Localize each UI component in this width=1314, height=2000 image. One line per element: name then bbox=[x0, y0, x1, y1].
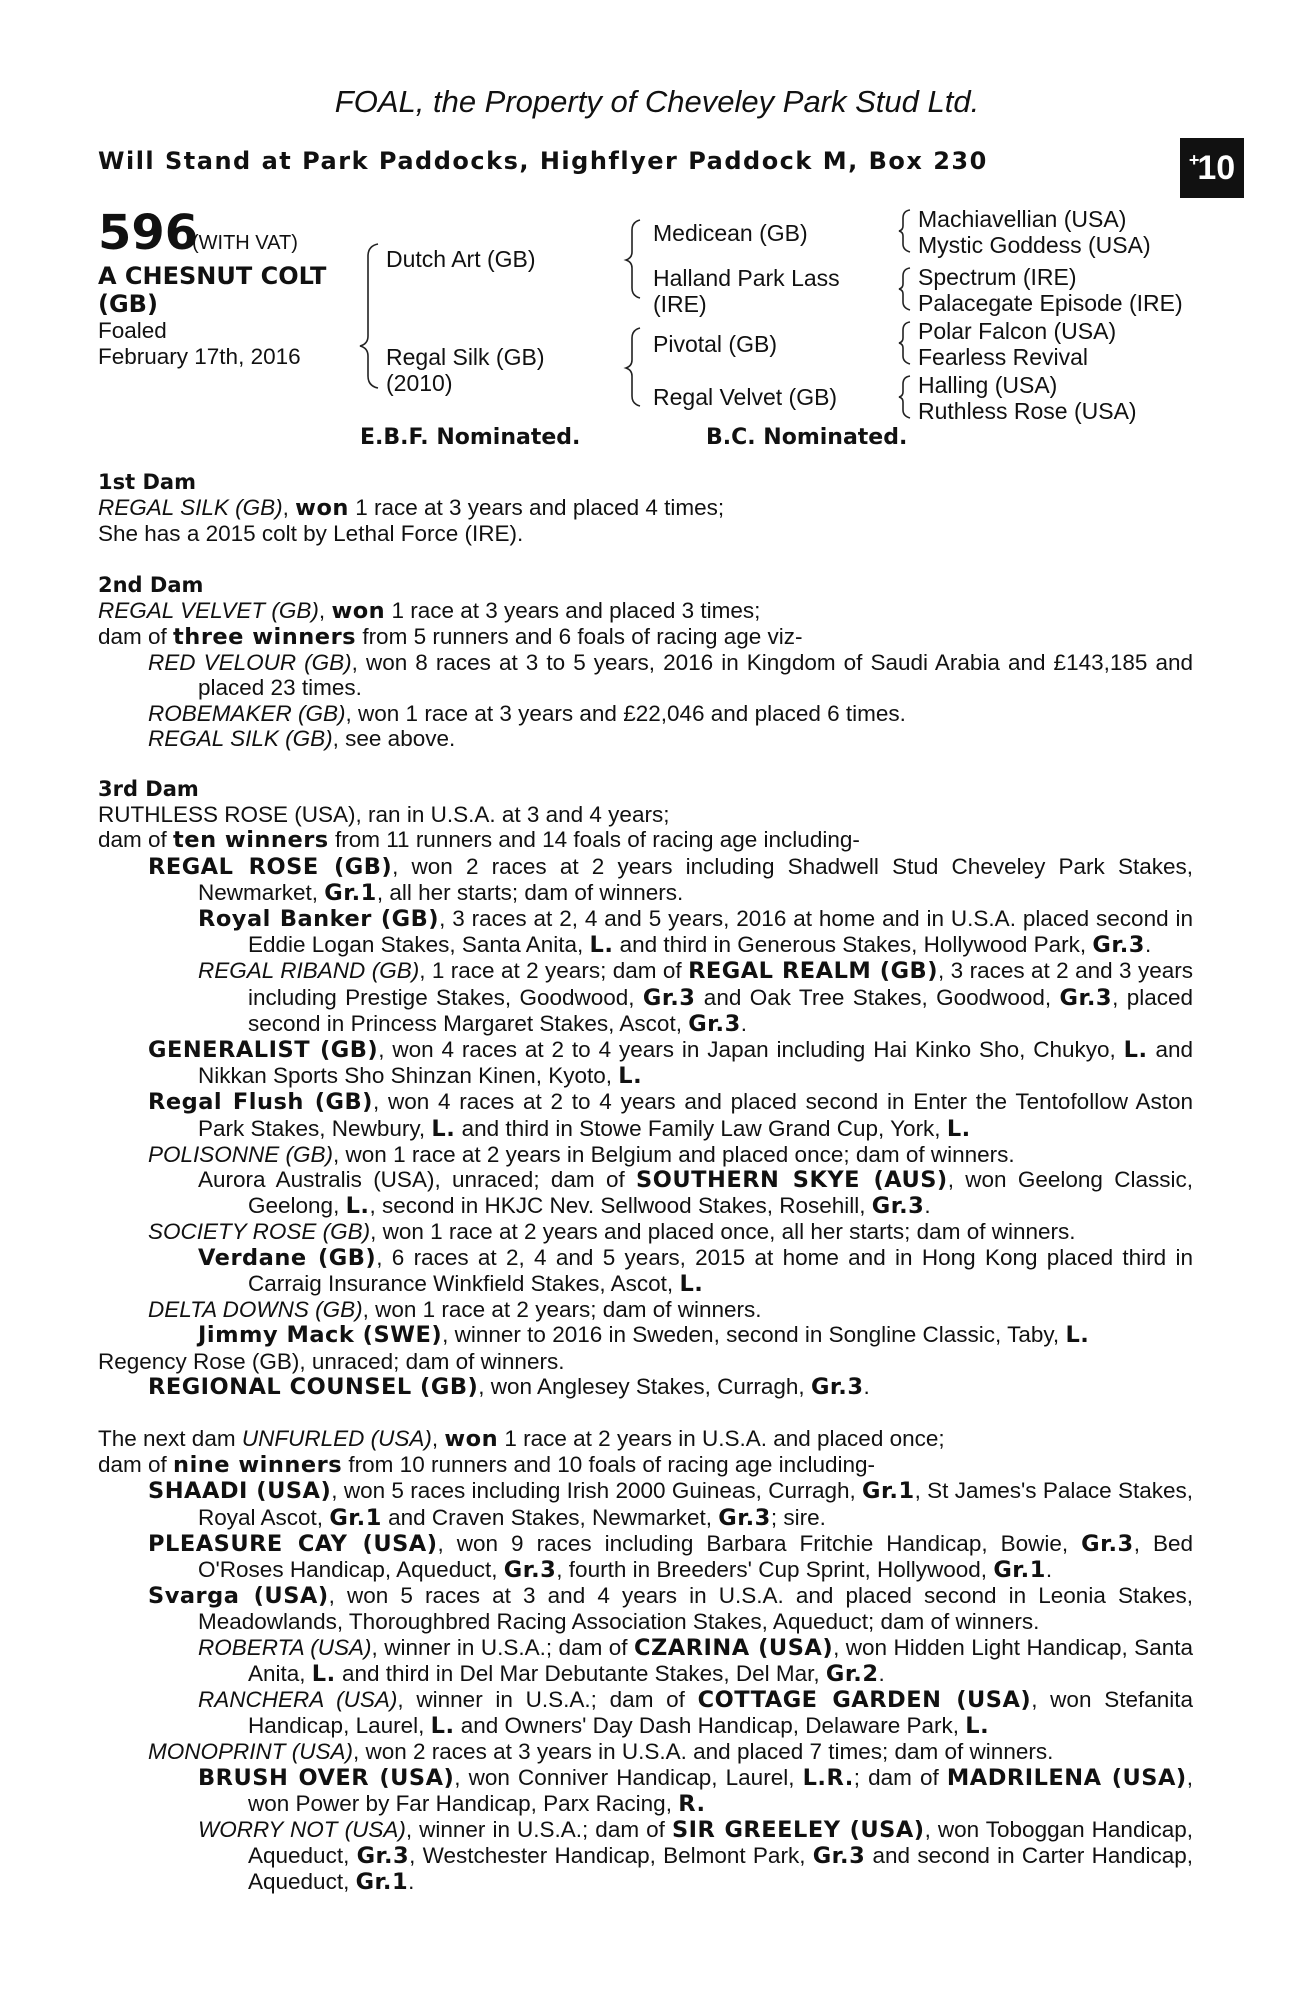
produce-entry: Verdane (GB), 6 races at 2, 4 and 5 years, 2015 at home and in Hong Kong placed third in Carraig Insurance Winkfield Stakes, Ascot, L. bbox=[198, 1244, 1194, 1297]
sire: Dutch Art (GB) bbox=[386, 246, 536, 272]
vat-note: (WITH VAT) bbox=[192, 232, 298, 254]
second-dam-summary: dam of three winners from 5 runners and 6 foals of racing age viz- bbox=[98, 624, 803, 651]
produce-entry: SOCIETY ROSE (GB), won 1 race at 2 years and placed once, all her starts; dam of winners. bbox=[148, 1219, 1076, 1245]
page-title: FOAL, the Property of Cheveley Park Stud Ltd. bbox=[334, 84, 980, 119]
produce-entry: REGAL SILK (GB), see above. bbox=[148, 725, 456, 751]
ggsire-2: Spectrum (IRE) bbox=[918, 264, 1077, 290]
lot-number: 596 bbox=[98, 205, 199, 261]
produce-entry: ROBERTA (USA), winner in U.S.A.; dam of CZARINA (USA), won Hidden Light Handicap, Santa Anita, L. and third in Del Mar Debutante Stakes, Del Mar, Gr.2. bbox=[198, 1634, 1193, 1687]
second-dam-line: REGAL VELVET (GB), won 1 race at 3 years and placed 3 times; bbox=[98, 597, 761, 624]
produce-entry: ROBEMAKER (GB), won 1 race at 3 years and £22,046 and placed 6 times. bbox=[148, 700, 906, 726]
ebf-nomination: E.B.F. Nominated. bbox=[360, 425, 581, 450]
produce-entry: GENERALIST (GB), won 4 races at 2 to 4 years in Japan including Hai Kinko Sho, Chukyo, L. and Nikkan Sports Sho Shinzan Kinen, Kyoto, L. bbox=[148, 1037, 1193, 1090]
ggdam-4: Ruthless Rose (USA) bbox=[918, 398, 1137, 424]
dam: Regal Silk (GB) (2010) bbox=[386, 344, 545, 396]
produce-entry: Jimmy Mack (SWE), winner to 2016 in Sweden, second in Songline Classic, Taby, L. bbox=[198, 1322, 1090, 1349]
produce-entry: REGAL RIBAND (GB), 1 race at 2 years; dam of REGAL REALM (GB), 3 races at 2 and 3 years including Prestige Stakes, Goodwood, Gr.3 and Oak Tree Stakes, Goodwood, Gr.3, placed second in Princess Margaret Stakes, Ascot, Gr.3. bbox=[198, 958, 1194, 1037]
produce-entry: DELTA DOWNS (GB), won 1 race at 2 years; dam of winners. bbox=[148, 1297, 762, 1323]
produce-entry: POLISONNE (GB), won 1 race at 2 years in Belgium and placed once; dam of winners. bbox=[148, 1141, 1015, 1167]
next-dam-summary: dam of nine winners from 10 runners and 10 foals of racing age including- bbox=[98, 1452, 875, 1479]
produce-entry: Aurora Australis (USA), unraced; dam of SOUTHERN SKYE (AUS), won Geelong Classic, Geelong, L., second in HKJC Nev. Sellwood Stakes, Rosehill, Gr.3. bbox=[198, 1167, 1194, 1220]
ggdam-1: Mystic Goddess (USA) bbox=[918, 232, 1151, 258]
dam-sire: Pivotal (GB) bbox=[653, 331, 777, 357]
ggdam-3: Fearless Revival bbox=[918, 344, 1088, 370]
first-dam-line: REGAL SILK (GB), won 1 race at 3 years and placed 4 times; bbox=[98, 495, 725, 522]
produce-entry: Regal Flush (GB), won 4 races at 2 to 4 years and placed second in Enter the Tentofollow Aston Park Stakes, Newbury, L. and third in Stowe Family Law Grand Cup, York, L. bbox=[148, 1089, 1193, 1142]
next-dam-line: The next dam UNFURLED (USA), won 1 race at 2 years in U.S.A. and placed once; bbox=[98, 1425, 945, 1452]
produce-entry: BRUSH OVER (USA), won Conniver Handicap, Laurel, L.R.; dam of MADRILENA (USA), won Power by Far Handicap, Parx Racing, R. bbox=[198, 1764, 1193, 1817]
produce-entry: Regency Rose (GB), unraced; dam of winners. bbox=[98, 1348, 565, 1374]
produce-entry: RANCHERA (USA), winner in U.S.A.; dam of COTTAGE GARDEN (USA), won Stefanita Handicap, Laurel, L. and Owners' Day Dash Handicap, Delaware Park, L. bbox=[198, 1686, 1194, 1740]
third-dam-line: RUTHLESS ROSE (USA), ran in U.S.A. at 3 and 4 years; bbox=[98, 802, 670, 828]
produce-entry: Royal Banker (GB), 3 races at 2, 4 and 5 years, 2016 at home and in U.S.A. placed second in Eddie Logan Stakes, Santa Anita, L. and third in Generous Stakes, Hollywood Park, Gr.3. bbox=[198, 906, 1193, 959]
ggsire-4: Halling (USA) bbox=[918, 372, 1058, 398]
sire-dam: Halland Park Lass (IRE) bbox=[653, 265, 840, 317]
produce-entry: RED VELOUR (GB), won 8 races at 3 to 5 years, 2016 in Kingdom of Saudi Arabia and £143,185 and placed 23 times. bbox=[148, 650, 1194, 701]
bc-nomination: B.C. Nominated. bbox=[706, 425, 908, 450]
produce-entry: REGIONAL COUNSEL (GB), won Anglesey Stakes, Curragh, Gr.3. bbox=[148, 1373, 870, 1400]
ggsire-3: Polar Falcon (USA) bbox=[918, 318, 1117, 344]
second-dam-heading: 2nd Dam bbox=[98, 572, 204, 597]
produce-entry: SHAADI (USA), won 5 races including Irish 2000 Guineas, Curragh, Gr.1, St James's Palace Stakes, Royal Ascot, Gr.1 and Craven Stakes, Newmarket, Gr.3; sire. bbox=[148, 1478, 1193, 1531]
produce-entry: REGAL ROSE (GB), won 2 races at 2 years including Shadwell Stud Cheveley Park Stakes, Newmarket, Gr.1, all her starts; dam of winners. bbox=[148, 853, 1193, 906]
produce-entry: Svarga (USA), won 5 races at 3 and 4 years in U.S.A. and placed second in Leonia Stakes, Meadowlands, Thoroughbred Racing Association Stakes, Aqueduct; dam of winners. bbox=[148, 1583, 1193, 1635]
first-dam-produce: She has a 2015 colt by Lethal Force (IRE). bbox=[98, 521, 524, 547]
produce-entry: MONOPRINT (USA), won 2 races at 3 years in U.S.A. and placed 7 times; dam of winners. bbox=[148, 1739, 1054, 1765]
third-dam-heading: 3rd Dam bbox=[98, 777, 199, 802]
first-dam-heading: 1st Dam bbox=[98, 470, 196, 494]
ggsire-1: Machiavellian (USA) bbox=[918, 206, 1127, 232]
ggdam-2: Palacegate Episode (IRE) bbox=[918, 290, 1183, 316]
dam-dam: Regal Velvet (GB) bbox=[653, 384, 838, 410]
foaled-date: Foaled February 17th, 2016 bbox=[98, 318, 301, 369]
produce-entry: WORRY NOT (USA), winner in U.S.A.; dam of SIR GREELEY (USA), won Toboggan Handicap, Aqueduct, Gr.3, Westchester Handicap, Belmont Park, Gr.3 and second in Carter Handicap, Aqueduct, Gr.1. bbox=[198, 1816, 1193, 1896]
third-dam-summary: dam of ten winners from 11 runners and 14 foals of racing age including- bbox=[98, 827, 860, 854]
lot-badge: + 10 bbox=[1180, 138, 1244, 198]
stand-location: Will Stand at Park Paddocks, Highflyer Paddock M, Box 230 bbox=[98, 147, 988, 175]
produce-entry: PLEASURE CAY (USA), won 9 races including Barbara Fritchie Handicap, Bowie, Gr.3, Bed O'Roses Handicap, Aqueduct, Gr.3, fourth in Breeders' Cup Sprint, Hollywood, Gr.1. bbox=[148, 1530, 1194, 1583]
sire-sire: Medicean (GB) bbox=[653, 220, 808, 246]
lot-description: A CHESNUT COLT (GB) bbox=[98, 262, 327, 318]
catalogue-body bbox=[98, 470, 1193, 1896]
